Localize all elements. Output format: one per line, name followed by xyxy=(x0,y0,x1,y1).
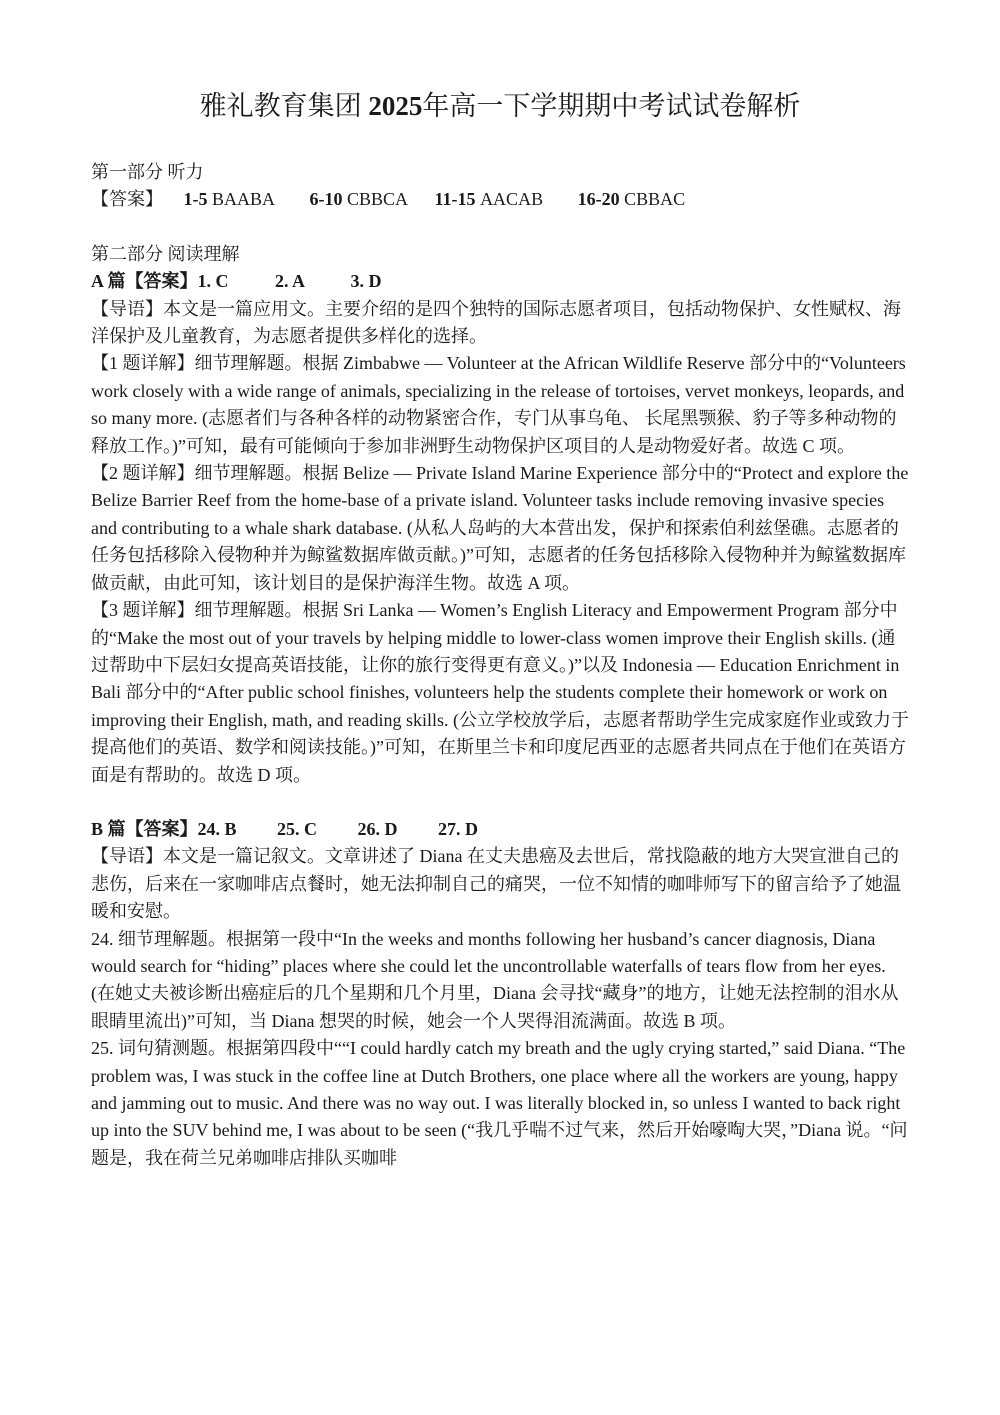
passage-a-guide: 【导语】本文是一篇应用文。主要介绍的是四个独特的国际志愿者项目，包括动物保护、女性赋权、海洋保护及儿童教育，为志愿者提供多样化的选择。 xyxy=(91,298,901,347)
part1-range-3: 11-15 xyxy=(434,189,476,210)
passage-b-q25-explanation: 25. 词句猜测题。根据第四段中““I could hardly catch my breath and the ugly crying started,” said Diana. “The problem was, I was stuck in the coffee line at Dutch Brothers, one place where all the workers are young, happy and jamming out to music. And there was no way out. I was literally blocked in, so unless I wanted to back right up into the SUV behind me, I was about to be seen (“我几乎喘不过气来，然后开始嚎啕大哭，”Diana 说。“问题是，我在荷兰兄弟咖啡店排队买咖啡 xyxy=(91,1038,908,1168)
passage-a-label: A 篇【答案】 xyxy=(91,271,198,292)
part1-answer-label: 【答案】 xyxy=(91,189,163,210)
part1-range-2: 6-10 xyxy=(309,189,343,210)
passage-a-q2-explanation: 【2 题详解】细节理解题。根据 Belize — Private Island Marine Experience 部分中的“Protect and explore the Belize Barrier Reef from the home-base of a private island. Volunteer tasks include removing invasive species and contributing to a whale shark database. (从私人岛屿的大本营出发，保护和探索伯利兹堡礁。志愿者的任务包括移除入侵物种并为鲸鲨数据库做贡献。)”可知，志愿者的任务包括移除入侵物种并为鲸鲨数据库做贡献，由此可知，该计划目的是保护海洋生物。故选 A 项。 xyxy=(91,463,909,593)
document-body xyxy=(91,159,911,1172)
title-rest: 年高一下学期期中考试试卷解析 xyxy=(422,91,801,121)
part1-range-1: 1-5 xyxy=(183,189,208,210)
part2-heading: 第二部分 阅读理解 xyxy=(91,243,240,264)
page-title xyxy=(0,88,1000,124)
passage-b-answer-line xyxy=(91,816,911,843)
passage-b-guide: 【导语】本文是一篇记叙文。文章讲述了 Diana 在丈夫患癌及去世后，常找隐蔽的地方大哭宣泄自己的悲伤，后来在一家咖啡店点餐时，她无法抑制自己的痛哭，一位不知情的咖啡师写下的留言给予了她温暖和安慰。 xyxy=(91,846,901,922)
passage-a-answer-1: 1. C xyxy=(197,271,229,292)
passage-b-answer-2: 25. C xyxy=(277,818,318,839)
title-year: 2025 xyxy=(368,91,423,121)
part1-range-4: 16-20 xyxy=(577,189,620,210)
part1-answer-line xyxy=(91,186,911,213)
part1-answers-1: BAABA xyxy=(212,189,276,210)
passage-a-answer-3: 3. D xyxy=(350,271,382,292)
passage-b-q24-explanation: 24. 细节理解题。根据第一段中“In the weeks and months following her husband’s cancer diagnosis, Diana would search for “hiding” places where she could let the uncontrollable waterfalls of tears flow from her eyes. (在她丈夫被诊断出癌症后的几个星期和几个月里，Diana 会寻找“藏身”的地方，让她无法控制的泪水从眼睛里流出)”可知，当 Diana 想哭的时候，她会一个人哭得泪流满面。故选 B 项。 xyxy=(91,928,899,1031)
passage-a-answer-2: 2. A xyxy=(275,271,305,292)
part1-heading: 第一部分 听力 xyxy=(91,162,204,182)
passage-b-answer-3: 26. D xyxy=(357,818,398,839)
passage-b-label: B 篇【答案】 xyxy=(91,818,198,839)
passage-a-q3-explanation: 【3 题详解】细节理解题。根据 Sri Lanka — Women’s English Literacy and Empowerment Program 部分中的“Make the most out of your travels by helping middle to lower-class women improve their English skills. (通过帮助中下层妇女提高英语技能，让你的旅行变得更有意义。)”以及 Indonesia — Education Enrichment in Bali 部分中的“After public school finishes, volunteers help the students complete their homework or work on improving their English, math, and reading skills. (公立学校放学后，志愿者帮助学生完成家庭作业或致力于提高他们的英语、数学和阅读技能。)”可知，在斯里兰卡和印度尼西亚的志愿者共同点在于他们在英语方面是有帮助的。故选 D 项。 xyxy=(91,600,909,785)
passage-a-answer-line xyxy=(91,268,911,295)
part1-answers-3: AACAB xyxy=(480,189,544,210)
title-org: 雅礼教育集团 xyxy=(199,91,362,121)
passage-b-answer-1: 24. B xyxy=(197,818,237,839)
part1-answers-4: CBBAC xyxy=(624,189,686,210)
passage-a-q1-explanation: 【1 题详解】细节理解题。根据 Zimbabwe — Volunteer at the African Wildlife Reserve 部分中的“Volunteers work closely with a wide range of animals, specializing in the release of tortoises, vervet monkeys, leopards, and so many more. (志愿者们与各种各样的动物紧密合作，专门从事乌龟、 长尾黑颚猴、豹子等多种动物的释放工作。)”可知，最有可能倾向于参加非洲野生动物保护区项目的人是动物爱好者。故选 C 项。 xyxy=(91,353,906,456)
part1-answers-2: CBBCA xyxy=(347,189,409,210)
passage-b-answer-4: 27. D xyxy=(438,818,479,839)
